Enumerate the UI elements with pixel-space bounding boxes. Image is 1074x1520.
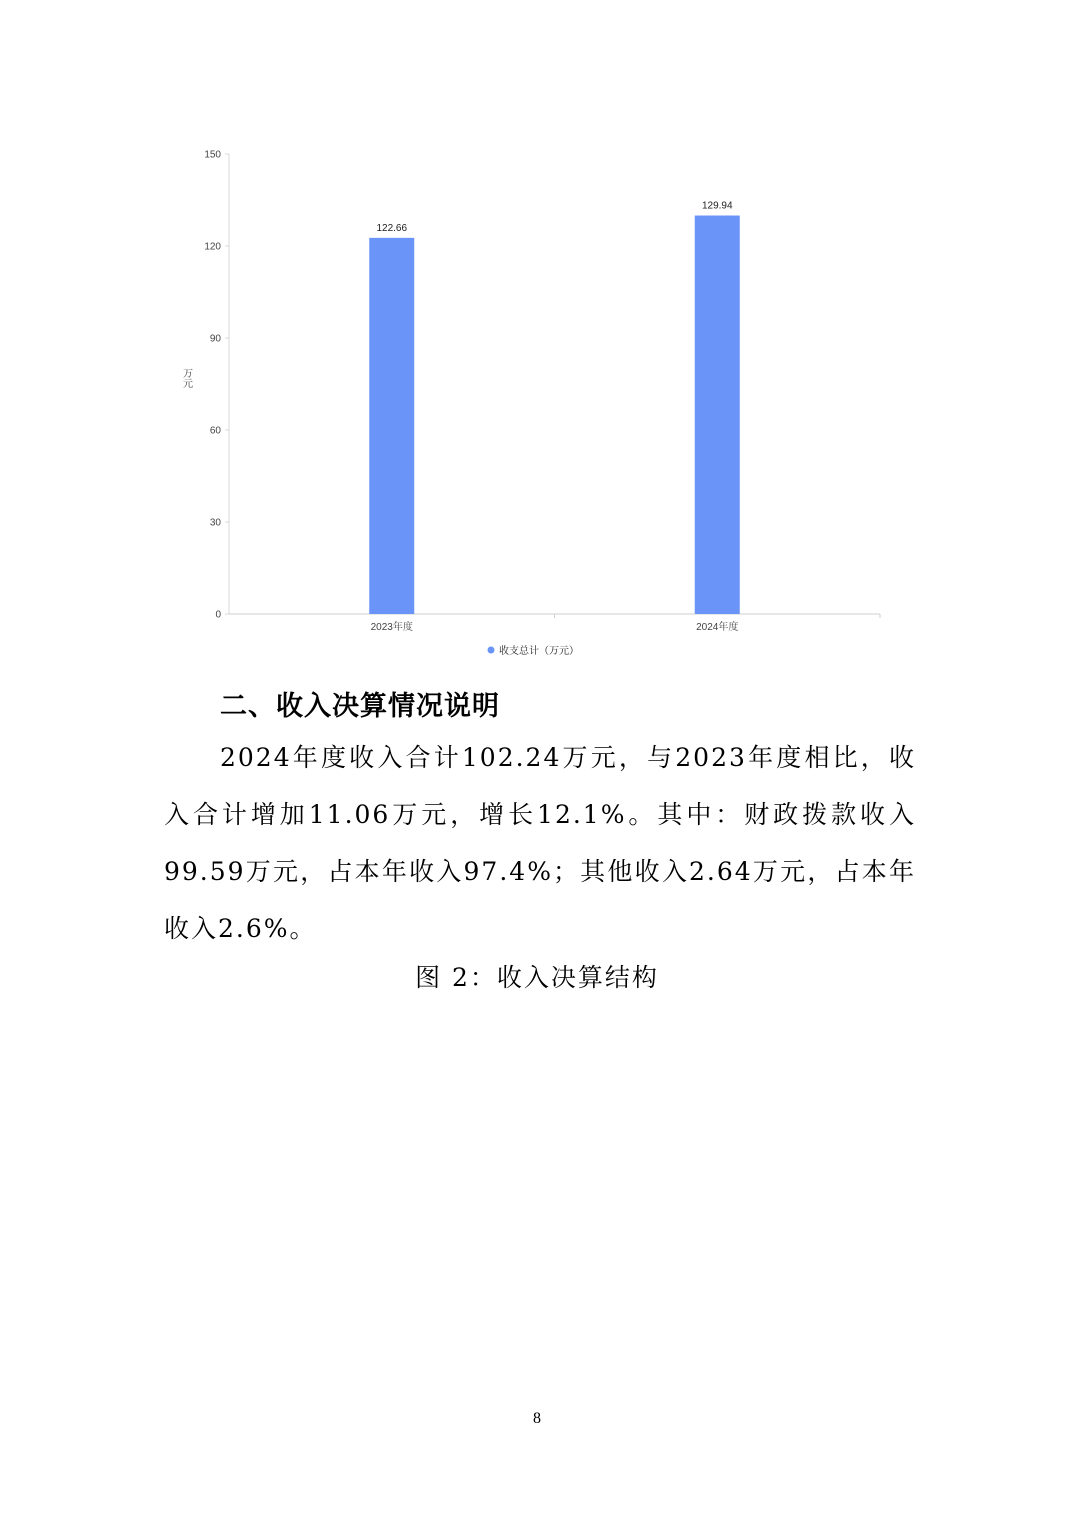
- y-tick-label: 120: [204, 241, 221, 253]
- bar-data-label: 129.94: [701, 200, 733, 212]
- legend: [488, 644, 580, 657]
- bars: [369, 201, 740, 614]
- y-axis: [204, 150, 229, 621]
- y-tick-label: 0: [215, 609, 221, 621]
- x-tick-label: 2024年度: [696, 622, 739, 633]
- bar-data-label: 122.66: [376, 222, 408, 234]
- legend-swatch: [488, 647, 495, 654]
- x-tick-label: 2023年度: [370, 622, 413, 633]
- page-number: 8: [533, 1410, 541, 1427]
- y-tick-label: 60: [209, 425, 221, 437]
- section-paragraph: 2024年度收入合计102.24万元，与2023年度相比，收入合计增加11.06万元，增长12.1%。其中：财政拨款收入99.59万元，占本年收入97.4%；其他收入2.64万元，占本年收入2.6%。: [164, 743, 916, 943]
- bar-chart: [0, 0, 1074, 670]
- section-heading: 二、收入决算情况说明: [220, 691, 500, 722]
- legend-label: 收支总计（万元）: [499, 646, 579, 657]
- y-tick-label: 30: [209, 517, 221, 529]
- bar: [369, 238, 414, 614]
- y-tick-label: 150: [204, 149, 221, 161]
- bar: [695, 216, 740, 614]
- y-tick-label: 90: [209, 333, 221, 345]
- x-axis-ticks: [371, 614, 880, 633]
- y-axis-label: 万元: [180, 368, 192, 388]
- figure-caption: 图 2：收入决算结构: [415, 963, 659, 992]
